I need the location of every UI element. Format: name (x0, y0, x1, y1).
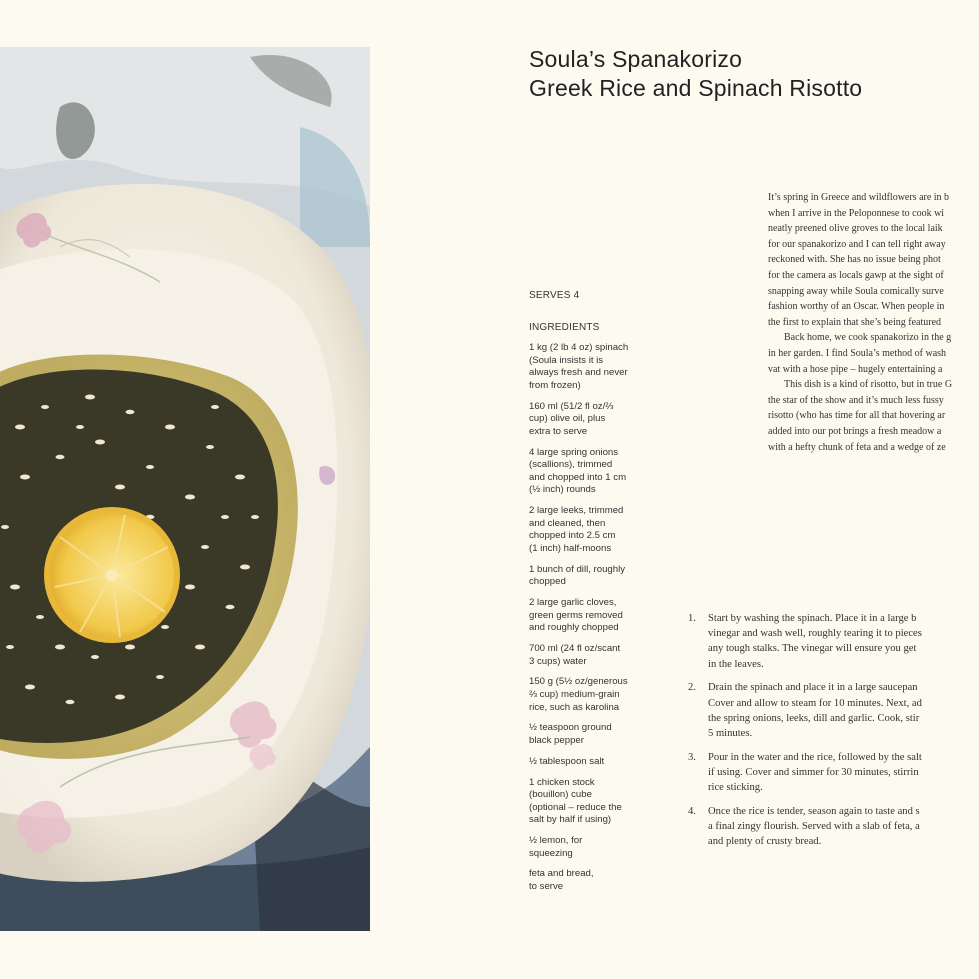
ingredient-line: ½ lemon, for (529, 835, 583, 847)
ingredient-line: 150 g (5½ oz/generous (529, 676, 628, 688)
step-line: if using. Cover and simmer for 30 minutes, stirrin (708, 767, 919, 779)
ingredient-item (529, 835, 649, 860)
intro-line: for our spanakorizo and I can tell right away (768, 238, 946, 250)
intro-text (768, 190, 979, 455)
ingredient-item (529, 643, 649, 668)
ingredient-line: (1 inch) half-moons (529, 542, 612, 554)
intro-line: for the camera as locals gawp at the sight of (768, 269, 944, 281)
ingredient-item (529, 401, 649, 439)
ingredient-line: and roughly chopped (529, 622, 619, 634)
step-line: and plenty of crusty bread. (708, 836, 822, 848)
intro-line: neatly preened olive groves to the local laik (768, 223, 943, 235)
ingredient-item (529, 756, 649, 769)
ingredient-line: 3 cups) water (529, 655, 587, 667)
food-photo (0, 47, 370, 931)
ingredient-item (529, 868, 649, 893)
ingredient-line: 160 ml (51/2 fl oz/⅔ (529, 400, 614, 412)
ingredient-line: chopped into 2.5 cm (529, 530, 616, 542)
ingredient-line: (Soula insists it is (529, 354, 604, 366)
ingredient-line: and chopped into 1 cm (529, 471, 627, 483)
ingredient-line: 2 large garlic cloves, (529, 597, 617, 609)
serves-label: SERVES 4 (529, 290, 580, 301)
ingredient-line: 1 kg (2 lb 4 oz) spinach (529, 342, 629, 353)
step-number: 1. (688, 613, 696, 624)
intro-line: Back home, we cook spanakorizo in the g (784, 332, 952, 344)
intro-line: in her garden. I find Soula’s method of wash (768, 347, 947, 359)
recipe-subtitle: Greek Rice and Spinach Risotto (529, 75, 863, 101)
ingredient-item (529, 777, 649, 827)
method-step (688, 804, 979, 850)
step-line: 5 minutes. (708, 728, 753, 740)
recipe-title: Soula’s Spanakorizo (529, 46, 743, 72)
ingredient-line: ½ tablespoon salt (529, 755, 605, 767)
step-line: vinegar and wash well, roughly tearing it to pieces (708, 628, 922, 640)
step-line: Pour in the water and the rice, followed by the salt (708, 751, 922, 763)
ingredients-list (529, 342, 649, 902)
step-line: a final zingy flourish. Served with a slab of feta, a (708, 821, 920, 833)
intro-line: when I arrive in the Peloponnese to cook wi (768, 207, 945, 219)
ingredient-item (529, 676, 649, 714)
ingredient-line: rice, such as karolina (529, 701, 620, 713)
step-number: 2. (688, 682, 696, 694)
ingredient-line: ½ teaspoon ground (529, 722, 612, 734)
intro-line: reckoned with. She has no issue being phot (768, 254, 941, 266)
ingredient-item (529, 722, 649, 747)
ingredient-item (529, 564, 649, 589)
step-line: Cover and allow to steam for 10 minutes. Next, ad (708, 697, 922, 709)
lemon-slice (44, 507, 180, 643)
ingredient-line: and cleaned, then (529, 517, 606, 529)
intro-line: the first to explain that she’s being featured (768, 316, 942, 328)
ingredient-line: always fresh and never (529, 367, 628, 379)
step-line: Drain the spinach and place it in a large saucepan (708, 682, 918, 694)
ingredient-line: (½ inch) rounds (529, 484, 596, 496)
intro-line: It’s spring in Greece and wildflowers are in b (768, 192, 950, 203)
ingredient-line: (optional – reduce the (529, 801, 622, 813)
ingredient-line: (scallions), trimmed (529, 459, 613, 471)
ingredient-line: (bouillon) cube (529, 789, 592, 801)
intro-line: added into our pot brings a fresh meadow a (768, 425, 942, 437)
intro-line: with a hefty chunk of feta and a wedge of ze (768, 441, 946, 453)
intro-line: fashion worthy of an Oscar. When people in (768, 301, 945, 313)
ingredient-line: from frozen) (529, 379, 581, 391)
ingredient-line: ⅔ cup) medium-grain (529, 688, 620, 700)
step-number: 4. (688, 806, 696, 818)
ingredient-item (529, 597, 649, 635)
ingredient-line: green germs removed (529, 609, 623, 621)
ingredient-item (529, 342, 649, 392)
intro-line: vat with a hose pipe – hugely entertaining a (768, 363, 943, 375)
step-line: in the leaves. (708, 658, 764, 670)
intro-line: This dish is a kind of risotto, but in true G (784, 379, 953, 391)
ingredient-line: 4 large spring onions (529, 446, 619, 458)
ingredient-line: black pepper (529, 734, 584, 746)
method-step (688, 611, 979, 672)
ingredient-line: 1 chicken stock (529, 776, 595, 788)
ingredients-heading: INGREDIENTS (529, 322, 600, 333)
ingredient-line: 700 ml (24 fl oz/scant (529, 643, 621, 654)
ingredient-line: feta and bread, (529, 868, 594, 880)
step-line: Start by washing the spinach. Place it in a large b (708, 613, 917, 624)
ingredient-line: cup) olive oil, plus (529, 413, 606, 425)
step-number: 3. (688, 751, 696, 763)
ingredient-line: salt by half if using) (529, 814, 612, 826)
method-step (688, 750, 979, 796)
ingredient-line: to serve (529, 881, 564, 893)
step-line: Once the rice is tender, season again to taste and s (708, 806, 920, 818)
method-steps (688, 611, 979, 858)
method-step (688, 680, 979, 741)
intro-line: the star of the show and it’s much less fussy (768, 394, 944, 406)
intro-line: risotto (who has time for all that hovering ar (768, 410, 946, 422)
ingredient-line: chopped (529, 576, 566, 588)
ingredient-item (529, 505, 649, 555)
ingredient-line: 2 large leeks, trimmed (529, 505, 624, 517)
step-line: rice sticking. (708, 782, 763, 794)
ingredient-line: squeezing (529, 847, 573, 859)
ingredient-line: 1 bunch of dill, roughly (529, 563, 625, 575)
step-line: any tough stalks. The vinegar will ensure you get (708, 643, 917, 655)
ingredient-item (529, 447, 649, 497)
ingredient-line: extra to serve (529, 425, 588, 437)
step-line: the spring onions, leeks, dill and garlic. Cook, stir (708, 712, 920, 724)
intro-line: snapping away while Soula comically surve (768, 285, 944, 297)
